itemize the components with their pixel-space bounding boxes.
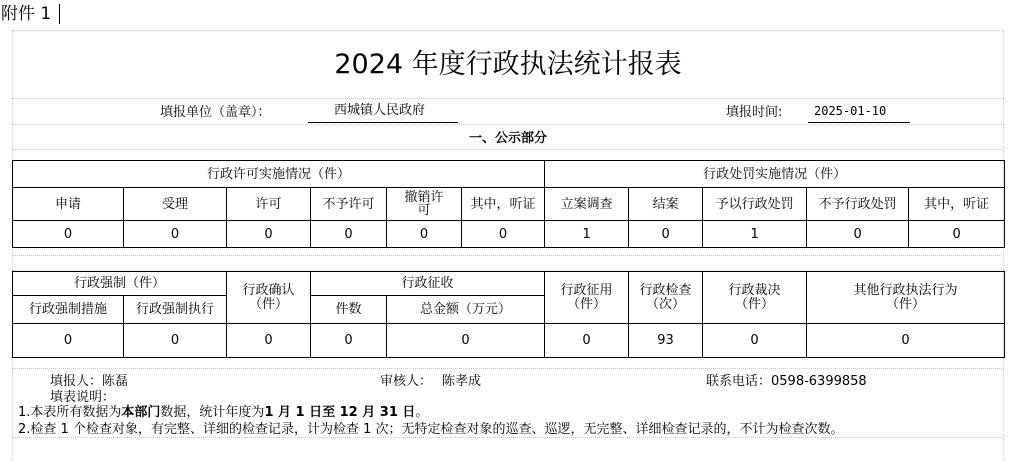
header-cell [387,188,462,221]
section-title: 一、公示部分 [468,131,547,146]
header-cell [807,188,909,221]
filler-row [50,374,128,390]
phone-number: 0598-6399858 [771,374,867,389]
enforcement-group-header: 行政强制（件） [13,272,227,296]
confirmation-header [227,272,311,324]
header-cell: 其中，听证 [462,188,545,221]
levy-group-header: 行政征收 [311,272,545,296]
permit-group-header: 行政许可实施情况（件） [13,161,545,188]
header-cell: 立案调查 [545,188,629,221]
phone-row [706,374,867,390]
reviewer-row [380,374,481,390]
value-cell[interactable]: 0 [124,324,227,358]
notes-title: 填表说明： [50,390,116,405]
value-cell[interactable]: 0 [311,221,387,248]
unit-label: 填报单位（盖章）： [160,105,271,120]
date-label: 填报时间: [726,105,783,120]
note-1-part: 1.本表所有数据为 [18,405,122,420]
other-header [807,272,1005,324]
header-cell: 许可 [227,188,311,221]
header-cell: 受理 [124,188,227,221]
reviewer-label: 审核人： [380,374,433,389]
note-1-part: 。 [415,405,429,420]
value-cell[interactable]: 0 [13,221,124,248]
value-cell[interactable]: 0 [13,324,124,358]
value-cell[interactable]: 0 [909,221,1005,248]
value-cell[interactable]: 0 [807,221,909,248]
text-cursor [59,4,60,24]
header-cell: 结案 [629,188,703,221]
header-text: 撤销许可 [404,190,444,218]
value-cell[interactable]: 1 [545,221,629,248]
header-text: 行政征用（件） [560,282,613,312]
unit-value: 西城镇人民政府 [334,103,426,118]
date-field[interactable] [808,100,910,123]
value-cell[interactable]: 0 [124,221,227,248]
levy-count-header: 件数 [311,296,387,324]
reviewer-name: 陈孝成 [442,374,482,389]
value-cell[interactable]: 0 [462,221,545,248]
header-text: 不予行政处罚 [818,196,897,212]
value-cell[interactable]: 0 [387,221,462,248]
value-cell[interactable]: 0 [629,221,703,248]
header-cell: 予以行政处罚 [703,188,807,221]
enforcement-table [12,271,1005,358]
header-text: 行政确认（件） [242,282,295,312]
note-1-bold: 本部门 [121,405,161,420]
levy-amount-header: 总金额（万元） [387,296,545,324]
phone-label: 联系电话： [706,374,772,389]
value-cell[interactable]: 0 [387,324,545,358]
value-cell[interactable]: 0 [311,324,387,358]
header-text: 其他行政执法行为（件） [853,282,958,312]
report-title: 2024 年度行政执法统计报表 [334,49,682,80]
permit-penalty-table [12,160,1005,248]
header-text: 行政检查（次） [639,282,692,312]
filler-name: 陈磊 [102,374,129,389]
header-cell: 其中，听证 [909,188,1005,221]
value-cell[interactable]: 0 [227,221,311,248]
date-value: 2025-01-10 [814,104,887,118]
inspection-header [629,272,703,324]
filler-label: 填报人： [50,374,103,389]
value-cell[interactable]: 93 [629,324,703,358]
header-cell: 不予许可 [311,188,387,221]
value-cell[interactable]: 0 [227,324,311,358]
penalty-group-header: 行政处罚实施情况（件） [545,161,1005,188]
enforcement-execution-header [124,296,227,324]
value-cell[interactable]: 1 [703,221,807,248]
requisition-header [545,272,629,324]
note-1-bold: 1 月 1 日至 12 月 31 日 [264,405,416,420]
header-text: 行政强制执行 [135,302,214,317]
value-cell[interactable]: 0 [703,324,807,358]
note-1-part: 数据，统计年度为 [160,405,265,420]
value-cell[interactable]: 0 [807,324,1005,358]
enforcement-measures-header: 行政强制措施 [13,296,124,324]
header-text: 行政裁决（件） [728,282,781,312]
unit-field[interactable] [308,100,458,123]
header-cell: 申请 [13,188,124,221]
value-cell[interactable]: 0 [545,324,629,358]
note-1 [18,405,428,421]
note-2: 2.检查 1 个检查对象，有完整、详细的检查记录，计为检查 1 次；无特定检查对象的巡查、巡逻，无完整、详细检查记录的，不计为检查次数。 [18,422,844,437]
attachment-label: 附件 1 [1,4,52,24]
ruling-header [703,272,807,324]
